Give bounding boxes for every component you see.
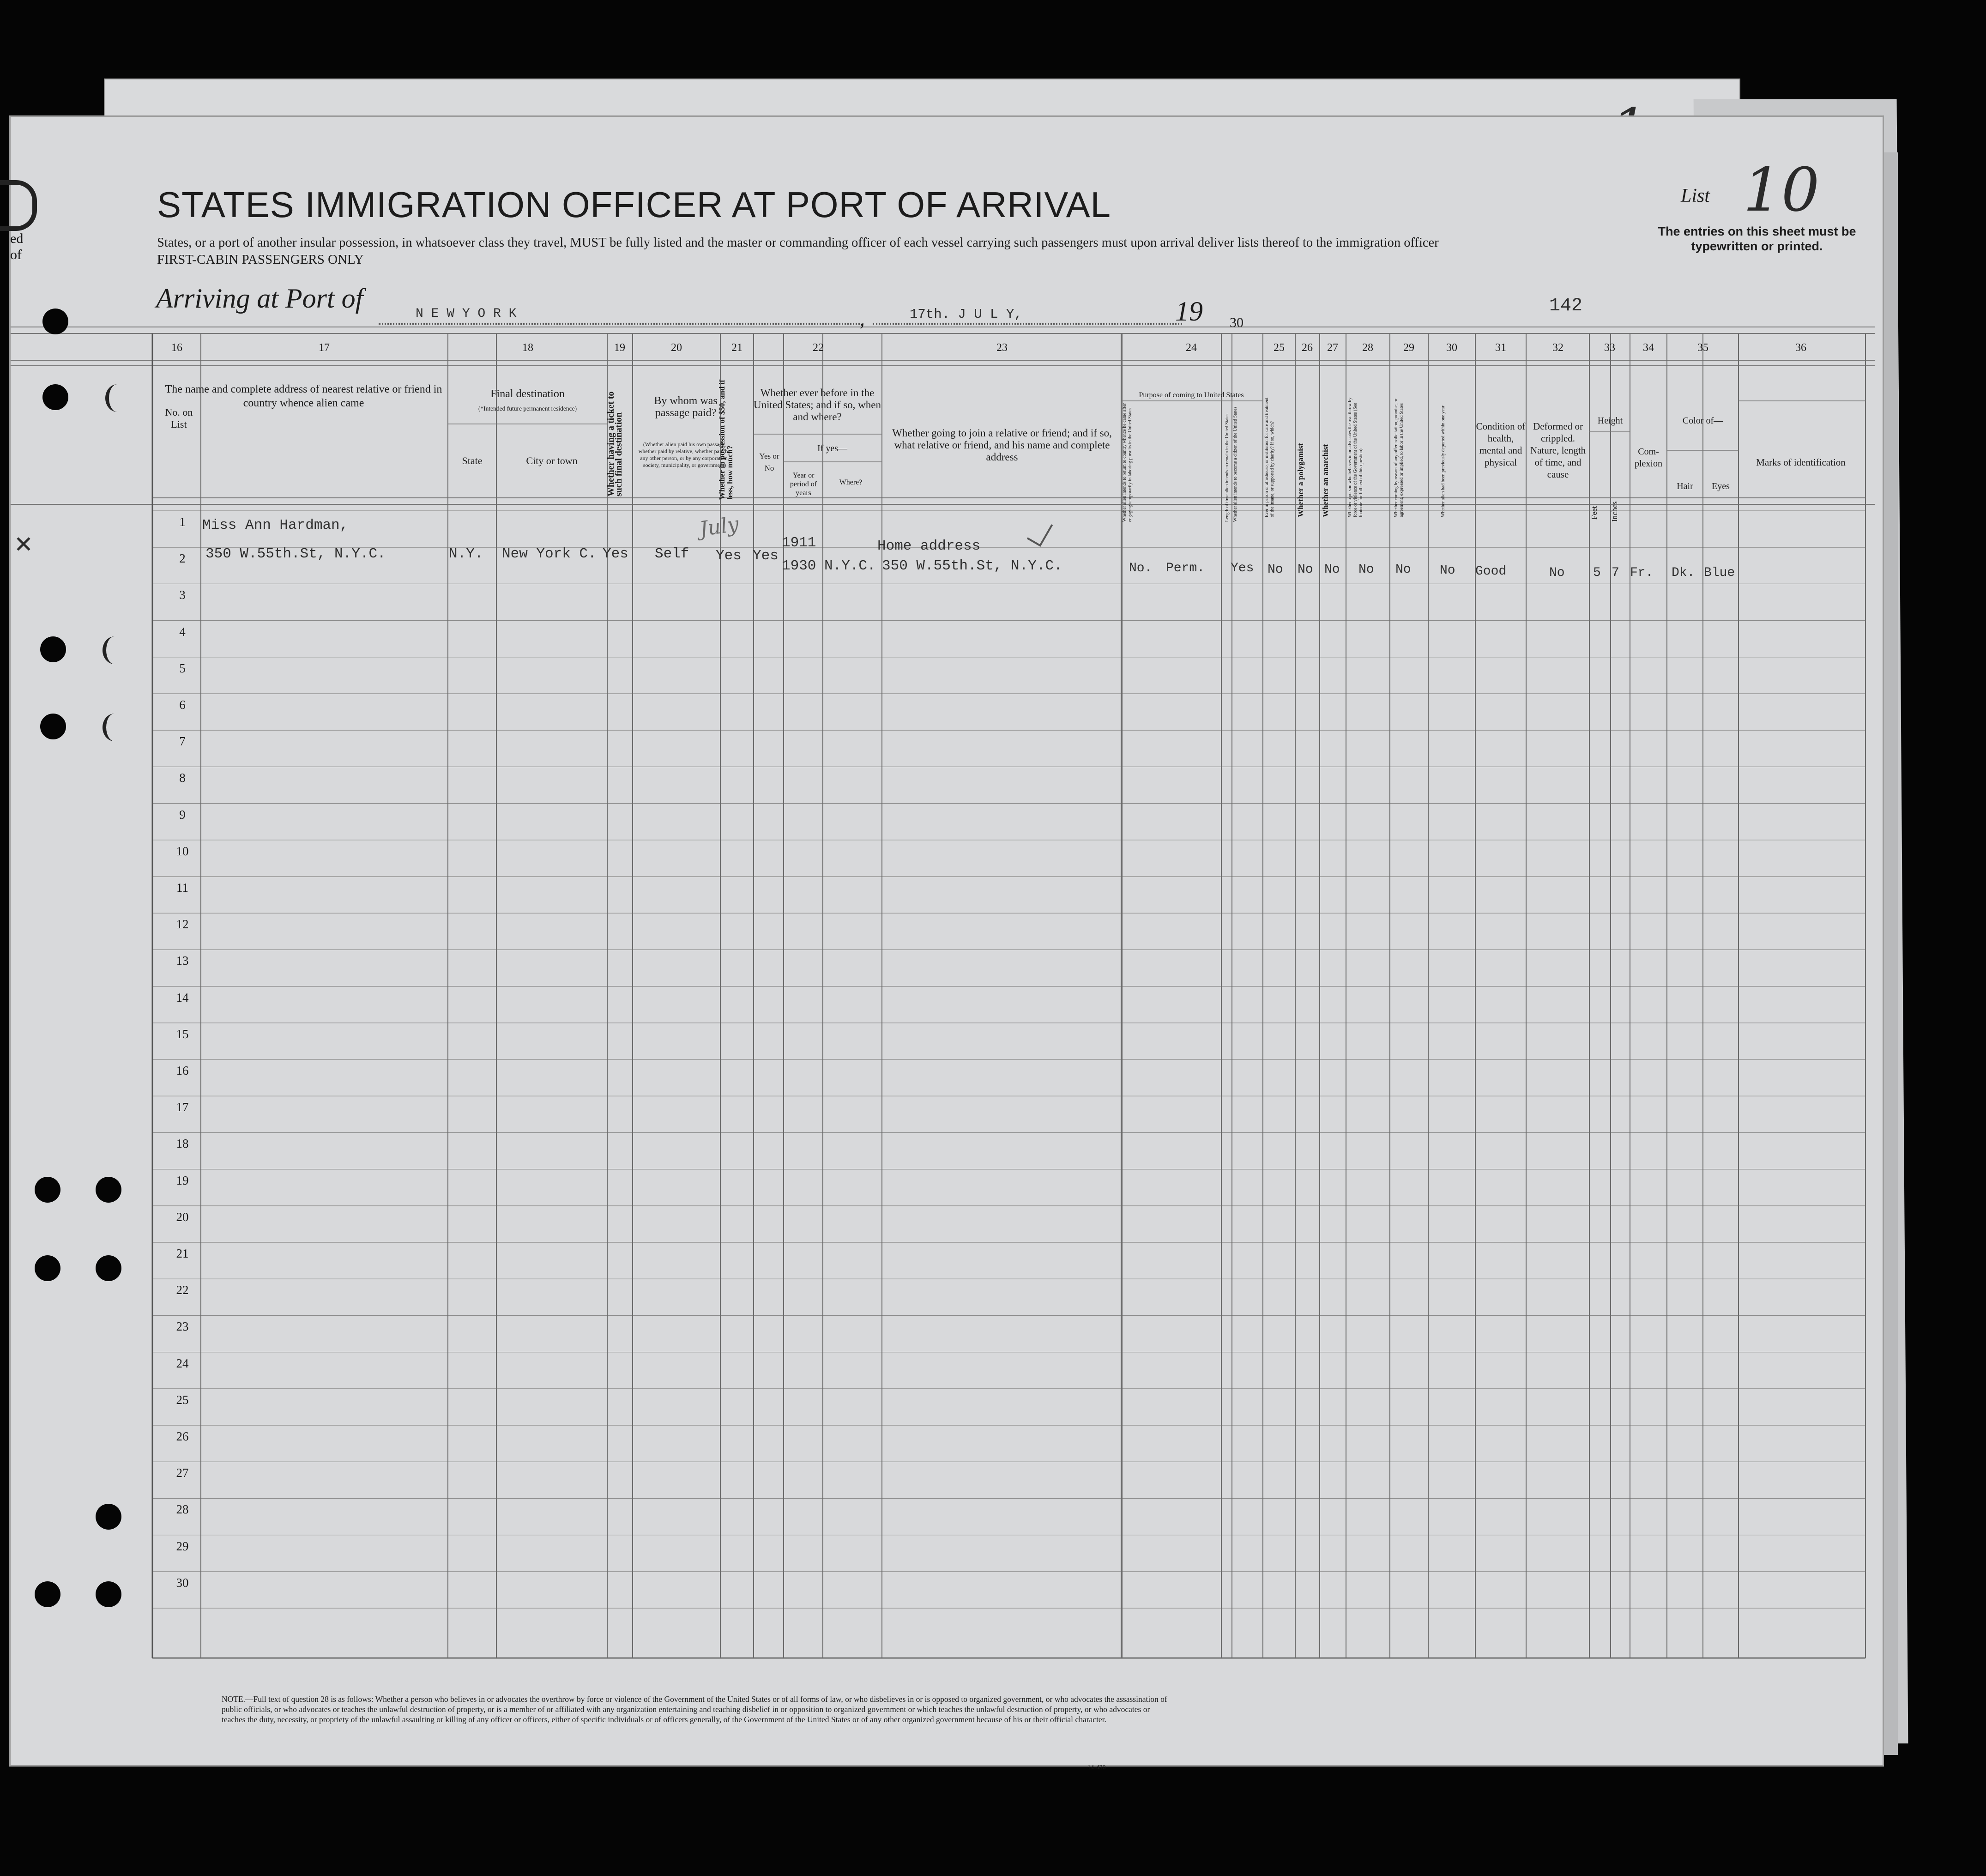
- list-label: List: [1681, 185, 1710, 206]
- row-number: 18: [176, 1137, 189, 1151]
- column-number: 19: [614, 342, 625, 354]
- row-number: 14: [176, 990, 189, 1005]
- entry-prison: No: [1268, 563, 1283, 577]
- sheet-number: 142: [1549, 296, 1583, 316]
- column-number: 29: [1403, 342, 1414, 354]
- heading-where: Where?: [839, 478, 863, 486]
- row-number: 13: [176, 954, 189, 968]
- heading-city: City or town: [526, 455, 578, 466]
- row-number: 20: [176, 1210, 189, 1224]
- punch-hole: [96, 1177, 121, 1203]
- column-number: 31: [1495, 342, 1506, 354]
- heading-relative: The name and complete address of nearest relative or friend in country whence alien came: [165, 383, 442, 409]
- row-number: 12: [176, 917, 189, 932]
- punch-hole: [35, 1581, 60, 1607]
- year-suffix: 30: [1230, 315, 1244, 330]
- heading-health: Condition of health, mental and physical: [1476, 421, 1526, 468]
- entry-before-in-us: Yes: [753, 548, 779, 564]
- column-number: 18: [522, 342, 533, 354]
- row-number: 9: [179, 807, 186, 822]
- heading-color: Color of—: [1682, 416, 1723, 426]
- row-number: 22: [176, 1283, 189, 1297]
- port-dotted-line: [379, 323, 863, 325]
- row-number: 7: [179, 734, 186, 749]
- heading-anarchist: Whether an anarchist: [1321, 444, 1330, 517]
- row-number: 10: [176, 844, 189, 858]
- punch-hole: [96, 1255, 121, 1281]
- entry-deformed: No: [1549, 566, 1565, 580]
- row-number: 3: [179, 588, 186, 602]
- date-dotted-line: [873, 323, 1182, 325]
- column-number: 20: [671, 342, 682, 354]
- entry-join-line1: Home address: [877, 538, 981, 554]
- row-number: 23: [176, 1319, 189, 1334]
- entry-relative-line2: 350 W.55th.St, N.Y.C.: [205, 546, 386, 562]
- punch-hole: [42, 384, 68, 410]
- row-number: 24: [176, 1356, 189, 1370]
- row-number: 8: [179, 771, 186, 785]
- row-number: 1: [179, 515, 186, 529]
- column-number: 35: [1697, 342, 1708, 354]
- punch-hole: [35, 1255, 60, 1281]
- heading-height: Height: [1597, 416, 1623, 426]
- entry-complexion: Fr.: [1630, 566, 1654, 580]
- heading-complexion: Com- plexion: [1635, 447, 1662, 469]
- punch-hole: [42, 309, 68, 334]
- entry-state: N.Y.: [449, 546, 483, 562]
- row-number: 21: [176, 1247, 189, 1260]
- left-margin-text: ed: [10, 231, 24, 246]
- margin-check-mark: ✕: [14, 531, 33, 558]
- column-number: 17: [319, 342, 330, 354]
- heading-hair: Hair: [1677, 481, 1693, 491]
- row-number: 4: [179, 624, 186, 639]
- date-value: 17th. J U L Y,: [910, 307, 1022, 322]
- row-number: 19: [176, 1173, 189, 1187]
- arriving-label: Arriving at Port of: [156, 283, 363, 314]
- row-number: 26: [176, 1429, 189, 1443]
- entry-ticket: Yes: [603, 546, 628, 562]
- column-number: 25: [1274, 342, 1285, 354]
- entry-possession: Yes: [716, 548, 742, 564]
- entry-polygamist: No: [1298, 563, 1313, 577]
- heading-if-yes: If yes—: [817, 443, 847, 454]
- column-number: 24: [1186, 342, 1197, 354]
- left-margin-letter: [0, 180, 37, 231]
- heading-eyes: Eyes: [1712, 481, 1730, 491]
- form-code: 14-430: [1087, 1764, 1106, 1771]
- row-number: 2: [179, 551, 186, 566]
- column-number: 23: [996, 342, 1008, 354]
- entry-labor-offer: No: [1395, 563, 1411, 577]
- row-number: 6: [179, 698, 186, 712]
- heading-passage: By whom was passage paid?: [654, 395, 718, 419]
- entry-join-line2: 350 W.55th.St, N.Y.C.: [882, 558, 1062, 574]
- heading-marks: Marks of identification: [1756, 457, 1846, 468]
- entry-relative-line1: Miss Ann Hardman,: [202, 517, 349, 533]
- heading-prison: Ever in prison or almshouse, or institution for care and treatment of the insane, or supported by charity? If so, which?: [1264, 397, 1275, 517]
- port-value: N E W Y O R K: [416, 307, 517, 321]
- heading-become-citizen: Whether alien intends to become a citizen of the United States: [1233, 406, 1238, 522]
- punch-hole-ghost: [103, 636, 127, 664]
- column-number: 28: [1362, 342, 1373, 354]
- entry-anarchist: No: [1324, 563, 1340, 577]
- heading-ticket: Whether having a ticket to such final destination: [606, 391, 624, 496]
- entry-health: Good: [1475, 564, 1507, 579]
- entry-return-intent: No.: [1129, 561, 1153, 575]
- heading-deported: Whether alien had been previously deported within one year: [1441, 405, 1446, 517]
- typewritten-instruction: The entries on this sheet must be typewritten or printed.: [1658, 224, 1856, 253]
- heading-final-destination-note: (*Intended future permanent residence): [478, 405, 577, 412]
- page-edge: [9, 115, 1884, 1767]
- heading-purpose: Purpose of coming to United States: [1139, 391, 1244, 399]
- heading-state: State: [462, 455, 483, 466]
- entry-overthrow: No: [1358, 563, 1374, 577]
- heading-year-period: Year or period of years: [790, 472, 817, 497]
- heading-final-destination: Final destination: [490, 388, 565, 400]
- heading-no-on-list: No. on List: [165, 406, 193, 430]
- row-number: 25: [176, 1392, 189, 1407]
- punch-hole-ghost: [103, 714, 127, 741]
- heading-deformed: Deformed or crippled. Nature, length of time, and cause: [1530, 421, 1586, 480]
- entry-year-line1: 1911: [782, 535, 816, 551]
- heading-join-relative: Whether going to join a relative or friend; and if so, what relative or friend, and his name and complete address: [892, 427, 1112, 463]
- entry-city: New York C.: [502, 546, 597, 562]
- heading-length-stay: Length of time alien intends to remain in the United States: [1225, 413, 1230, 522]
- column-number: 32: [1552, 342, 1563, 354]
- heading-labor-offer: Whether coming by reason of any offer, solicitation, promise, or agreement, expressed or implied, to labor in the United States: [1394, 398, 1404, 517]
- row-number: 11: [176, 881, 188, 895]
- entry-inches: 7: [1612, 566, 1619, 580]
- row-number: 5: [179, 661, 186, 675]
- entry-eyes: Blue: [1704, 566, 1735, 580]
- entry-become-citizen: Yes: [1231, 561, 1254, 575]
- heading-yes-no: Yes or No: [759, 452, 779, 472]
- punch-hole-ghost: [105, 384, 129, 412]
- punch-hole: [96, 1581, 121, 1607]
- punch-hole: [96, 1504, 121, 1530]
- heading-overthrow: Whether a person who believes in or advocates the overthrow by force or violence of the Government of the United States (See footnote for full text of this question): [1347, 397, 1364, 517]
- entry-annotation: July: [698, 512, 741, 541]
- list-value: 10: [1743, 155, 1820, 225]
- form-subtitle-2: FIRST-CABIN PASSENGERS ONLY: [157, 252, 364, 267]
- column-number: 21: [731, 342, 742, 354]
- heading-passage-note: (Whether alien paid his own passage, whether paid by relative, whether paid by any other person, or by any corporation, society, municipality, or government): [638, 441, 731, 468]
- row-number: 27: [176, 1466, 189, 1480]
- heading-before-us: Whether ever before in the United States; and if so, when and where?: [754, 387, 881, 423]
- footnote: NOTE.—Full text of question 28 is as follows: Whether a person who believes in or advocates the overthrow by force or violence of the Government of the United States or of all forms of law, or who disbelieves in or is opposed to organized government, or who advocates the assassination of public officials, or who advocates or teaches the unlawful destruction of property, or is a member of or affiliated with any organization entertaining and teaching disbelief in or opposition to organized government or which teaches the unlawful destruction of property, or who advocates or teaches the duty, necessity, or propriety of the unlawful assaulting or killing of any officer or officers, either of specific individuals or of officers generally, of the Government of the United States or of any other organized government because of his or their official character.: [222, 1694, 1167, 1724]
- row-number: 17: [176, 1100, 189, 1114]
- entry-where: N.Y.C.: [824, 558, 876, 574]
- punch-hole: [40, 636, 66, 662]
- column-number: 33: [1604, 342, 1615, 354]
- year-prefix: 19: [1175, 296, 1203, 327]
- row-number: 16: [176, 1064, 189, 1077]
- heading-return-intent: Whether alien intends to return to country whence he came after engaging temporarily in laboring pursuits in the United States: [1122, 403, 1133, 522]
- punch-hole: [35, 1177, 60, 1203]
- left-margin-text-2: of: [10, 247, 22, 262]
- column-number: 30: [1446, 342, 1457, 354]
- row-number: 30: [176, 1575, 189, 1590]
- entry-passage-paid: Self: [655, 546, 689, 562]
- column-number: 36: [1795, 342, 1806, 354]
- heading-possession: Whether in possession of $50, and if less, how much?: [718, 380, 734, 500]
- punch-hole: [40, 714, 66, 739]
- entry-length-stay: Perm.: [1166, 561, 1205, 575]
- column-number: 27: [1327, 342, 1338, 354]
- row-number: 28: [176, 1502, 189, 1517]
- form-subtitle: States, or a port of another insular possession, in whatsoever class they travel, MUST be fully listed and the master or commanding officer of each vessel carrying such passengers must upon arrival deliver lists thereof to the immigration officer: [157, 236, 1439, 250]
- entry-year-line2: 1930: [782, 558, 816, 574]
- form-title: STATES IMMIGRATION OFFICER AT PORT OF ARRIVAL: [157, 184, 1111, 225]
- heading-inches: Inches: [1610, 501, 1619, 522]
- column-number: 16: [171, 342, 182, 354]
- row-number: 15: [176, 1027, 189, 1041]
- entry-deported: No: [1440, 563, 1455, 578]
- row-number: 29: [176, 1539, 189, 1553]
- comma: ,: [860, 309, 864, 330]
- entry-hair: Dk.: [1672, 566, 1695, 580]
- column-number: 26: [1302, 342, 1313, 354]
- entry-feet: 5: [1593, 566, 1601, 580]
- heading-feet: Feet: [1590, 506, 1599, 520]
- column-number: 22: [813, 342, 824, 354]
- column-number: 34: [1643, 342, 1654, 354]
- heading-polygamist: Whether a polygamist: [1296, 443, 1305, 517]
